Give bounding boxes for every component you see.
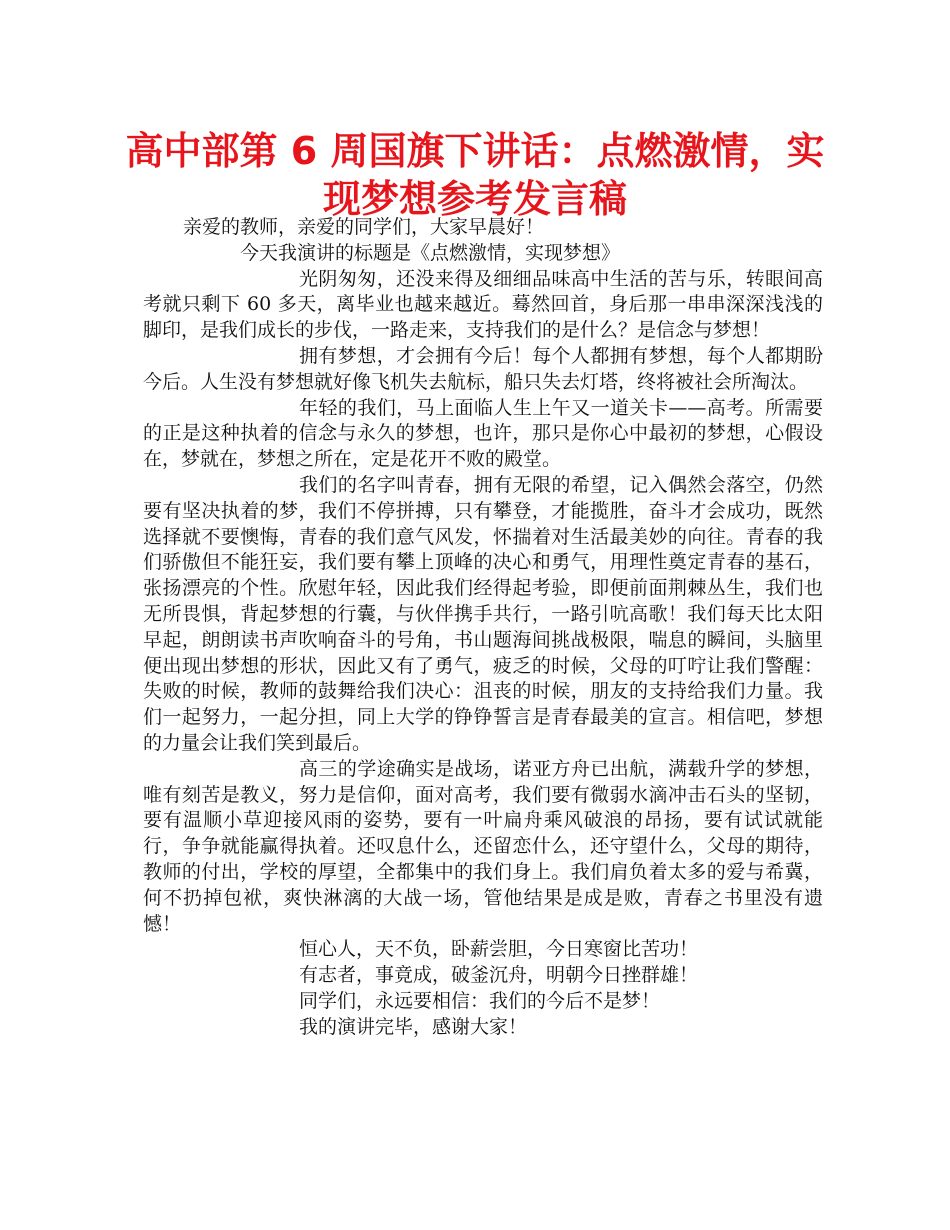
paragraph: 拥有梦想，才会拥有今后！每个人都拥有梦想，每个人都期盼今后。人生没有梦想就好像飞机失去航标，船只失去灯塔，终将被社会所淘汰。 [143,344,823,393]
document-title-line-2: 现梦想参考发言稿 [322,177,627,221]
speech-body [143,215,823,1041]
closing-line: 我的演讲完毕，感谢大家！ [299,1015,528,1038]
closing-line: 同学们，永远要相信：我们的今后不是梦！ [299,989,661,1012]
paragraph: 光阴匆匆，还没来得及细细品味高中生活的苦与乐，转眼间高考就只剩下 60 多天，离毕业也越来越近。蓦然回首，身后那一串串深深浅浅的脚印，是我们成长的步伐，一路走来，支持我们的是什么？是信念与梦想！ [143,267,823,342]
paragraph: 高三的学途确实是战场，诺亚方舟已出航，满载升学的梦想，唯有刻苦是教义，努力是信仰，面对高考，我们要有微弱水滴冲击石头的坚韧，要有温顺小草迎接风雨的姿势，要有一叶扁舟乘风破浪的昂扬，要有试试就能行，争争就能赢得执着。还叹息什么，还留恋什么，还守望什么，父母的期待，教师的付出，学校的厚望，全都集中的我们身上。我们肩负着太多的爱与希冀，何不扔掉包袱，爽快淋漓的大战一场，管他结果是成是败，青春之书里没有遗憾！ [143,757,823,935]
speech-topic: 今天我演讲的标题是《点燃激情，实现梦想》 [240,241,621,264]
document-title-line-1: 高中部第 6 周国旗下讲话：点燃激情，实 [125,129,825,173]
closing-line: 恒心人，天不负，卧薪尝胆，今日寒窗比苦功！ [299,938,699,961]
closing-line: 有志者，事竟成，破釜沉舟，明朝今日挫群雄！ [299,964,699,987]
paragraph: 我们的名字叫青春，拥有无限的希望，记入偶然会落空，仍然要有坚决执着的梦，我们不停拼搏，只有攀登，才能揽胜，奋斗才会成功，既然选择就不要懊悔，青春的我们意气风发，怀揣着对生活最美妙的向往。青春的我们骄傲但不能狂妄，我们要有攀上顶峰的决心和勇气，用理性奠定青春的基石，张扬漂亮的个性。欣慰年轻，因此我们经得起考验，即便前面荆棘丛生，我们也无所畏惧，背起梦想的行囊，与伙伴携手共行，一路引吭高歌！我们每天比太阳早起，朗朗读书声吹响奋斗的号角，书山题海间挑战极限，喘息的瞬间，头脑里便出现出梦想的形状，因此又有了勇气，疲乏的时候，父母的叮咛让我们警醒：失败的时候，教师的鼓舞给我们决心：沮丧的时候，朋友的支持给我们力量。我们一起努力，一起分担，同上大学的铮铮誓言是青春最美的宣言。相信吧，梦想的力量会让我们笑到最后。 [143,473,823,754]
greeting: 亲爱的教师，亲爱的同学们，大家早晨好！ [183,216,545,238]
paragraph: 年轻的我们，马上面临人生上午又一道关卡——高考。所需要的正是这种执着的信念与永久的梦想，也许，那只是你心中最初的梦想，心假设在，梦就在，梦想之所在，定是花开不败的殿堂。 [143,396,823,471]
